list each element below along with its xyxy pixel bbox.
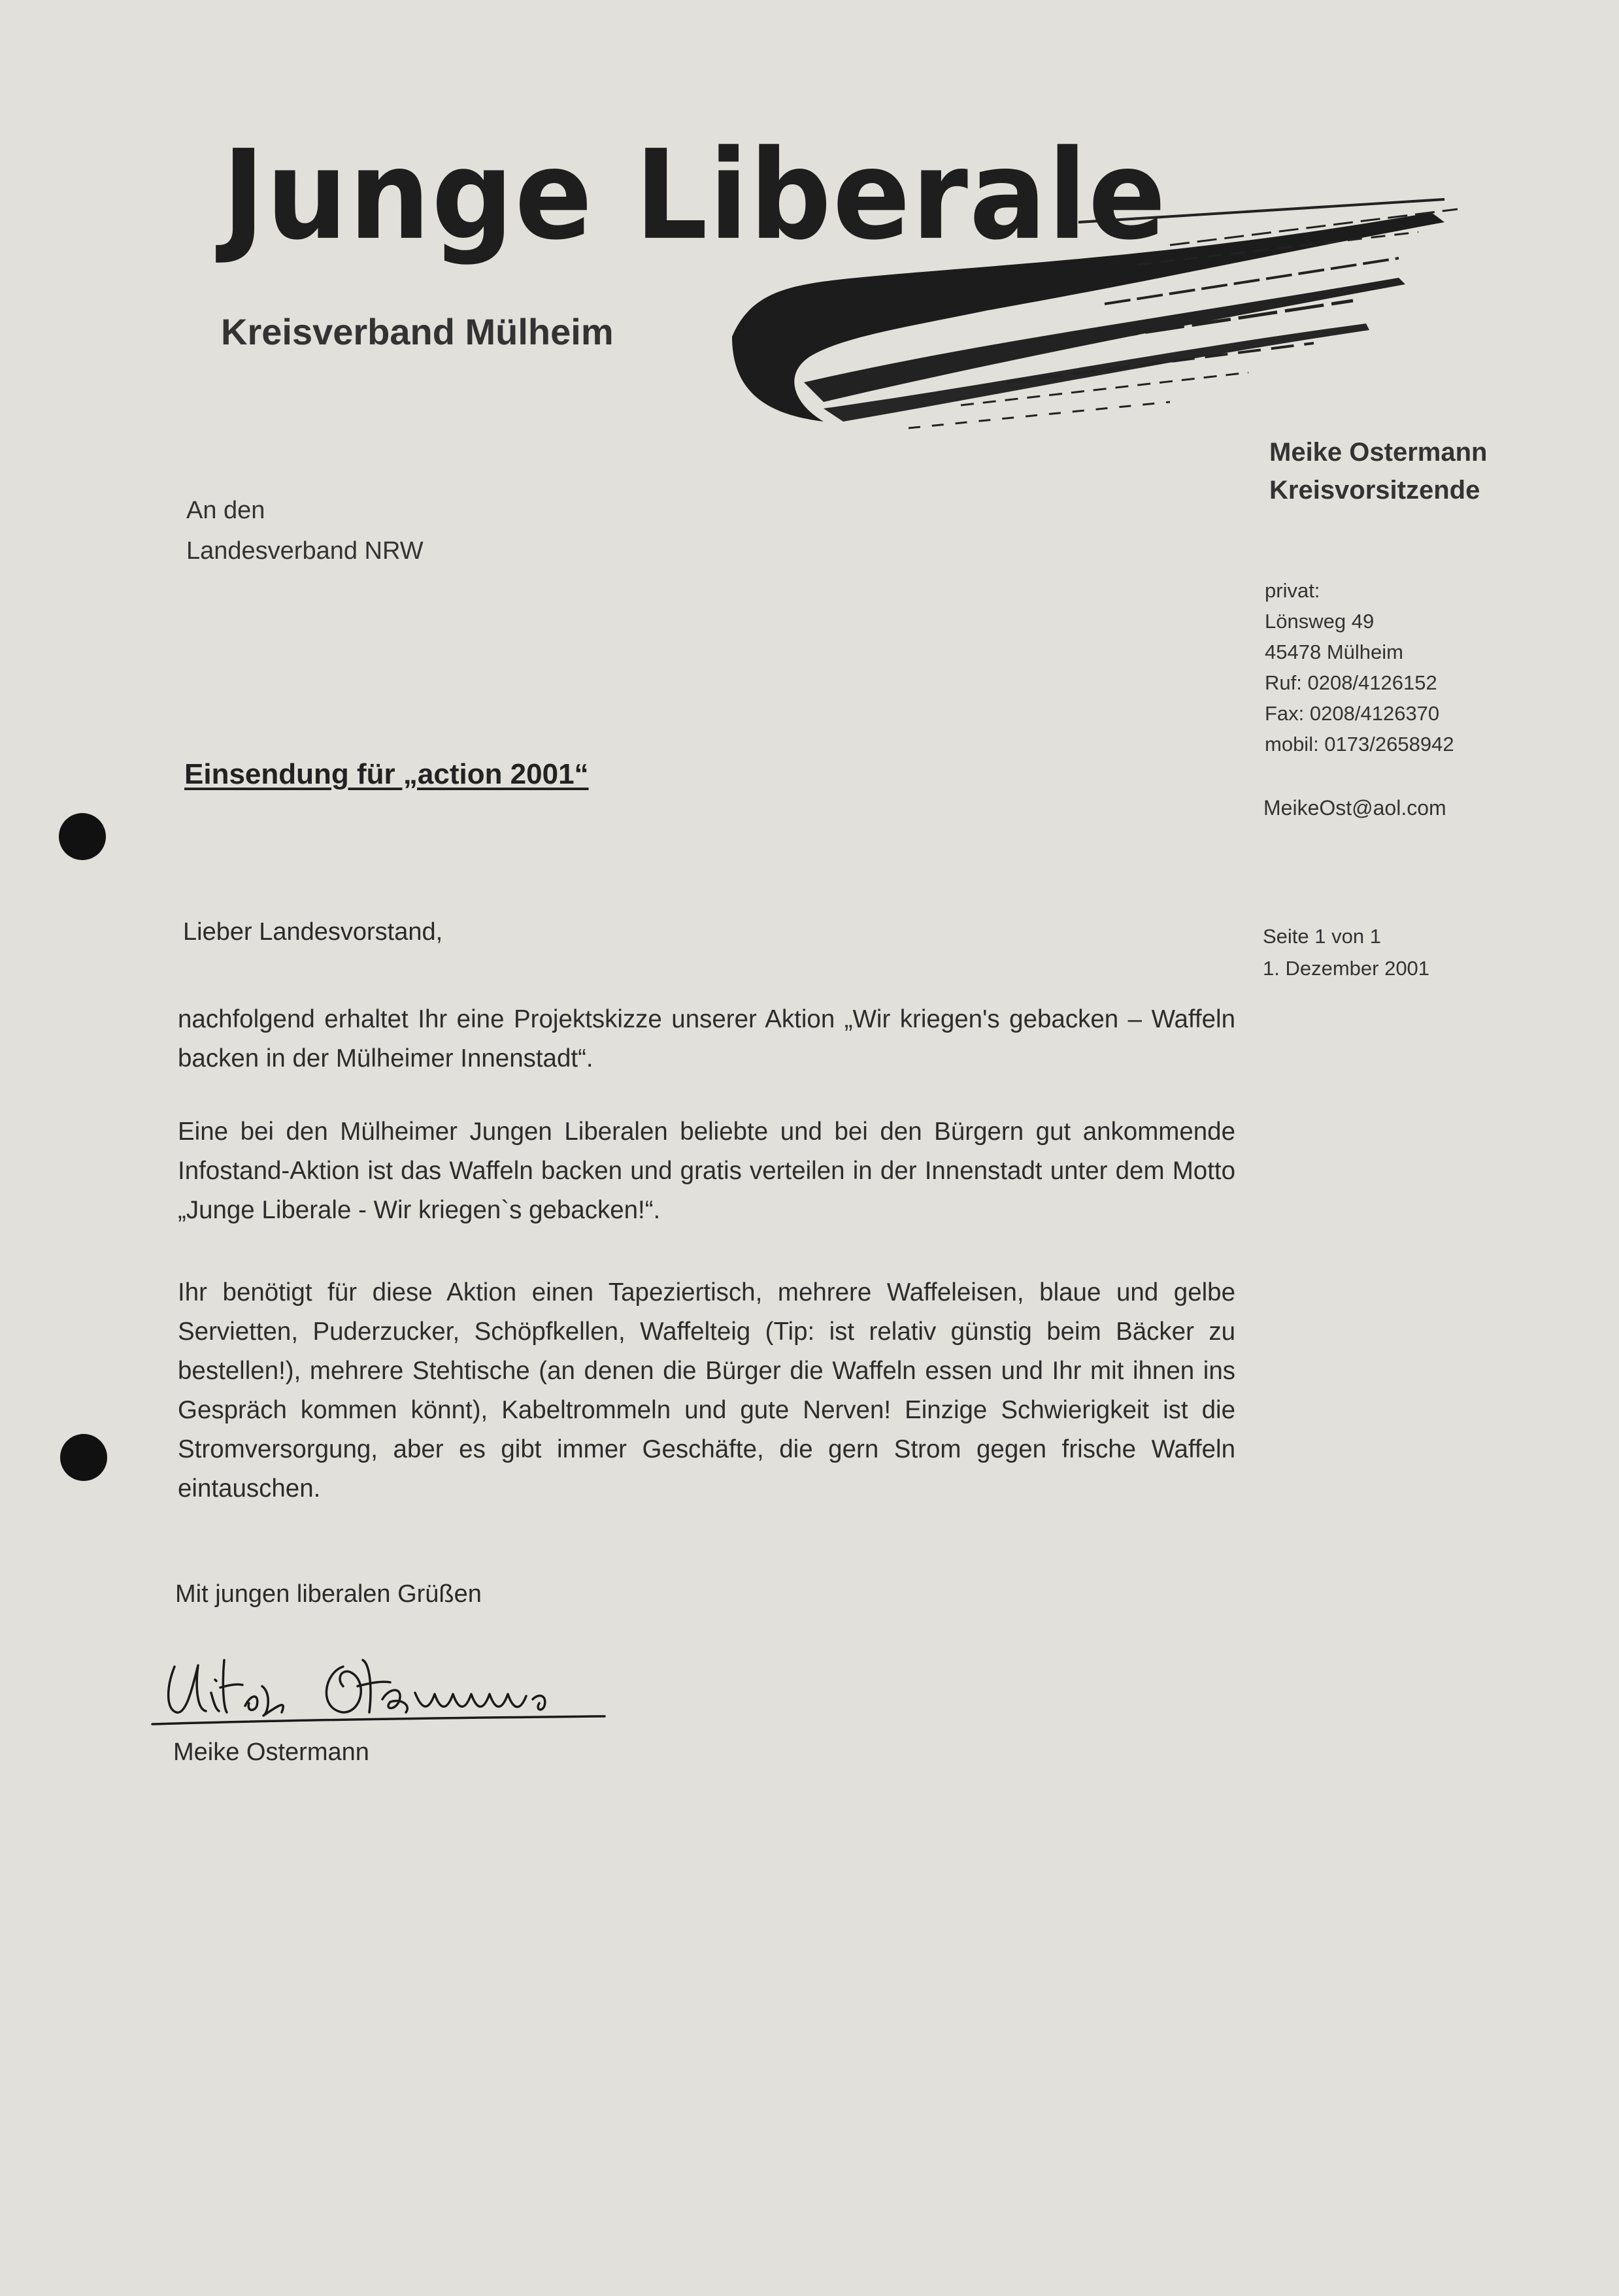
letter-date: 1. Dezember 2001 — [1263, 957, 1430, 980]
contact-line: mobil: 0173/2658942 — [1265, 733, 1454, 756]
body-paragraph: Ihr benötigt für diese Aktion einen Tapeziertisch, mehrere Waffeleisen, blaue und gelbe Servietten, Puderzucker, Schöpfkellen, Waffelteig (Tip: ist relativ günstig beim Bäcker zu bestellen!), mehrere Stehtische (an denen die Bürger die Waffeln essen und Ihr mit ihnen ins Gespräch kommen könnt), Kabeltrommeln und gute Nerven! Einzige Schwierigkeit ist die Stromversorgung, aber es gibt immer Geschäfte, die gern Strom gegen frische Waffeln eintauschen. — [178, 1278, 1235, 1503]
punch-hole — [60, 1434, 107, 1481]
subject-line: Einsendung für „action 2001“ — [184, 758, 589, 790]
sender-contact-block — [1265, 575, 1454, 759]
recipient-line: Landesverband NRW — [186, 537, 424, 565]
contact-line: Lönsweg 49 — [1265, 610, 1375, 633]
signer-name: Meike Ostermann — [173, 1739, 369, 1766]
recipient-address — [186, 490, 424, 571]
page-info — [1263, 920, 1429, 984]
sender-email: MeikeOst@aol.com — [1263, 796, 1446, 820]
contact-line: 45478 Mülheim — [1265, 641, 1403, 663]
letterhead-title: Junge Liberale — [222, 124, 1167, 268]
punch-hole — [59, 813, 106, 860]
contact-line: privat: — [1265, 579, 1320, 602]
closing-greeting: Mit jungen liberalen Grüßen — [175, 1580, 482, 1608]
contact-line: Fax: 0208/4126370 — [1265, 702, 1440, 725]
body-paragraph: nachfolgend erhaltet Ihr eine Projektskizze unserer Aktion „Wir kriegen's gebacken – Waffeln backen in der Mülheimer Innenstadt“. — [178, 1005, 1235, 1073]
sender-name: Meike Ostermann — [1269, 438, 1488, 467]
contact-line: Ruf: 0208/4126152 — [1265, 671, 1437, 694]
page-number: Seite 1 von 1 — [1263, 925, 1381, 948]
handwritten-signature — [147, 1647, 644, 1732]
letterhead-subtitle: Kreisverband Mülheim — [221, 311, 614, 352]
salutation: Lieber Landesvorstand, — [183, 918, 443, 946]
body-paragraph: Eine bei den Mülheimer Jungen Liberalen beliebte und bei den Bürgern gut ankommende Infostand-Aktion ist das Waffeln backen und gratis verteilen in der Innenstadt unter dem Motto „Junge Liberale - Wir kriegen`s gebacken!“. — [178, 1118, 1235, 1224]
recipient-line: An den — [186, 497, 265, 524]
sender-role: Kreisvorsitzende — [1269, 476, 1480, 505]
